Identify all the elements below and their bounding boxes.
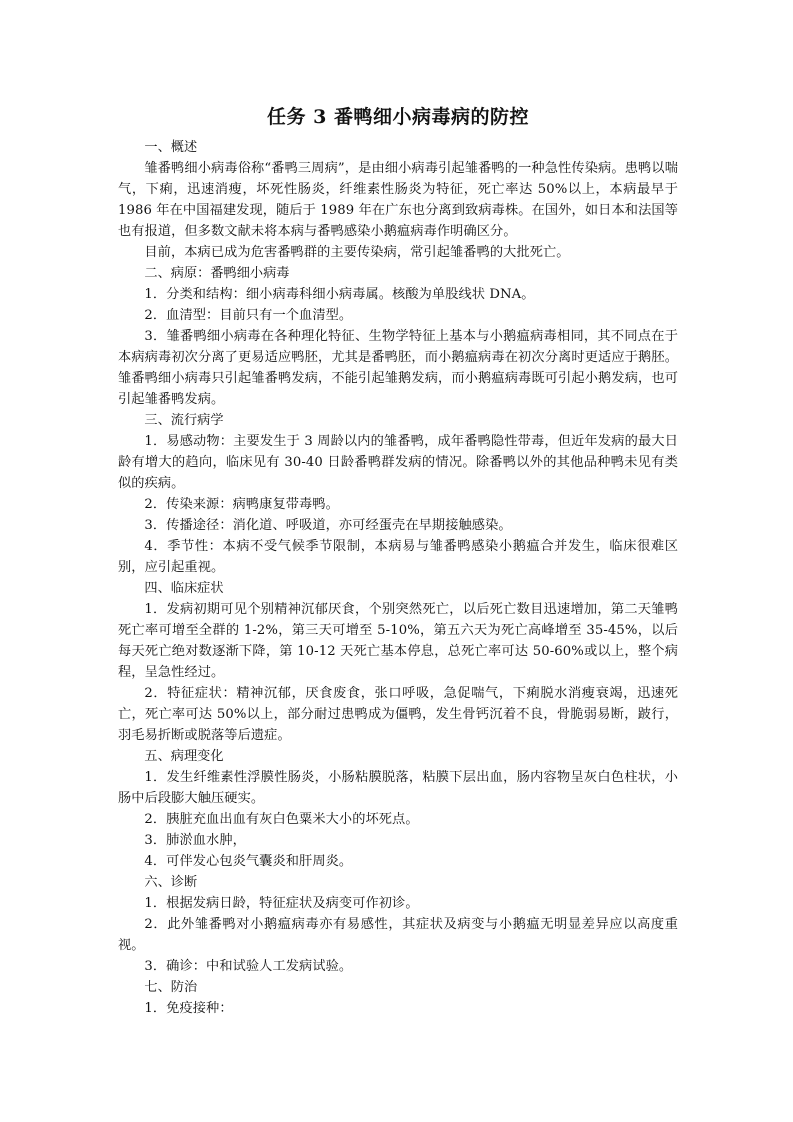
paragraph: 3．雏番鸭细小病毒在各种理化特征、生物学特征上基本与小鹅瘟病毒相同，其不同点在于本病病毒初次分离了更易适应鸭胚，尤其是番鸭胚，而小鹅瘟病毒在初次分离时更适应于鹅胚。雏番鸭细小病毒只引起雏番鸭发病，不能引起雏鹅发病，而小鹅瘟病毒既可引起小鹅发病，也可引起雏番鸭发病。 [118,329,678,407]
paragraph: 雏番鸭细小病毒俗称“番鸭三周病”，是由细小病毒引起雏番鸭的一种急性传染病。患鸭以喘气，下痢，迅速消瘦，坏死性肠炎，纤维素性肠炎为特征，死亡率达 50%以上，本病最早于 1986 年在中国福建发现，随后于 1989 年在广东也分离到致病毒株。在国外，如日本和法国等也有报道，但多数文献未将本病与番鸭感染小鹅瘟病毒作明确区分。 [118,161,678,239]
paragraph: 目前，本病已成为危害番鸭群的主要传染病，常引起雏番鸭的大批死亡。 [144,245,570,260]
paragraph: 1．易感动物：主要发生于 3 周龄以内的雏番鸭，成年番鸭隐性带毒，但近年发病的最大日龄有增大的趋向，临床见有 30-40 日龄番鸭群发病的情况。除番鸭以外的其他品种鸭未见有类似的疾病。 [118,434,678,491]
section-heading: 七、防治 [144,980,198,995]
paragraph: 4．可伴发心包炎气囊炎和肝周炎。 [144,854,353,869]
section-heading: 三、流行病学 [144,413,224,428]
paragraph: 1．分类和结构：细小病毒科细小病毒属。核酸为单股线状 DNA。 [144,287,535,302]
paragraph: 3．传播途径：消化道、呼吸道，亦可经蛋壳在早期接触感染。 [144,518,512,533]
paragraph: 2．胰脏充血出血有灰白色粟米大小的坏死点。 [144,812,419,827]
section-heading: 四、临床症状 [144,581,224,596]
paragraph: 1．发病初期可见个别精神沉郁厌食，个别突然死亡，以后死亡数目迅速增加，第二天雏鸭死亡率可增至全群的 1-2%，第三天可增至 5-10%，第五六天为死亡高峰增至 35-45%，以后每天死亡绝对数逐渐下降，第 10-12 天死亡基本停息，总死亡率可达 50-60%或以上，整个病程，呈急性经过。 [118,602,678,680]
paragraph: 3．确诊：中和试验人工发病试验。 [144,959,353,974]
document-title: 任务 3 番鸭细小病毒病的防控 [267,106,529,128]
paragraph: 2．血清型：目前只有一个血清型。 [144,308,353,323]
section-heading: 二、病原：番鸭细小病毒 [144,266,290,281]
document-page [118,98,678,1019]
document-body [118,137,678,1019]
paragraph: 2．特征症状：精神沉郁，厌食废食，张口呼吸，急促喘气，下痢脱水消瘦衰竭，迅速死亡，死亡率可达 50%以上，部分耐过患鸭成为僵鸭，发生骨钙沉着不良，骨脆弱易断，跛行，羽毛易折断或脱落等后遗症。 [118,686,678,743]
paragraph: 4．季节性：本病不受气候季节限制，本病易与雏番鸭感染小鹅瘟合并发生，临床很难区别，应引起重视。 [118,539,678,575]
paragraph: 3．肺淤血水肿， [144,833,246,848]
paragraph: 1．免疫接种： [144,1001,233,1016]
section-heading: 六、诊断 [144,875,198,890]
paragraph: 2．此外雏番鸭对小鹅瘟病毒亦有易感性，其症状及病变与小鹅瘟无明显差异应以高度重视。 [118,917,678,953]
paragraph: 1．根据发病日龄，特征症状及病变可作初诊。 [144,896,419,911]
paragraph: 1．发生纤维素性浮膜性肠炎，小肠粘膜脱落，粘膜下层出血，肠内容物呈灰白色柱状，小肠中后段膨大触压硬实。 [118,770,678,806]
paragraph: 2．传染来源：病鸭康复带毒鸭。 [144,497,339,512]
section-heading: 一、概述 [144,140,198,155]
section-heading: 五、病理变化 [144,749,224,764]
